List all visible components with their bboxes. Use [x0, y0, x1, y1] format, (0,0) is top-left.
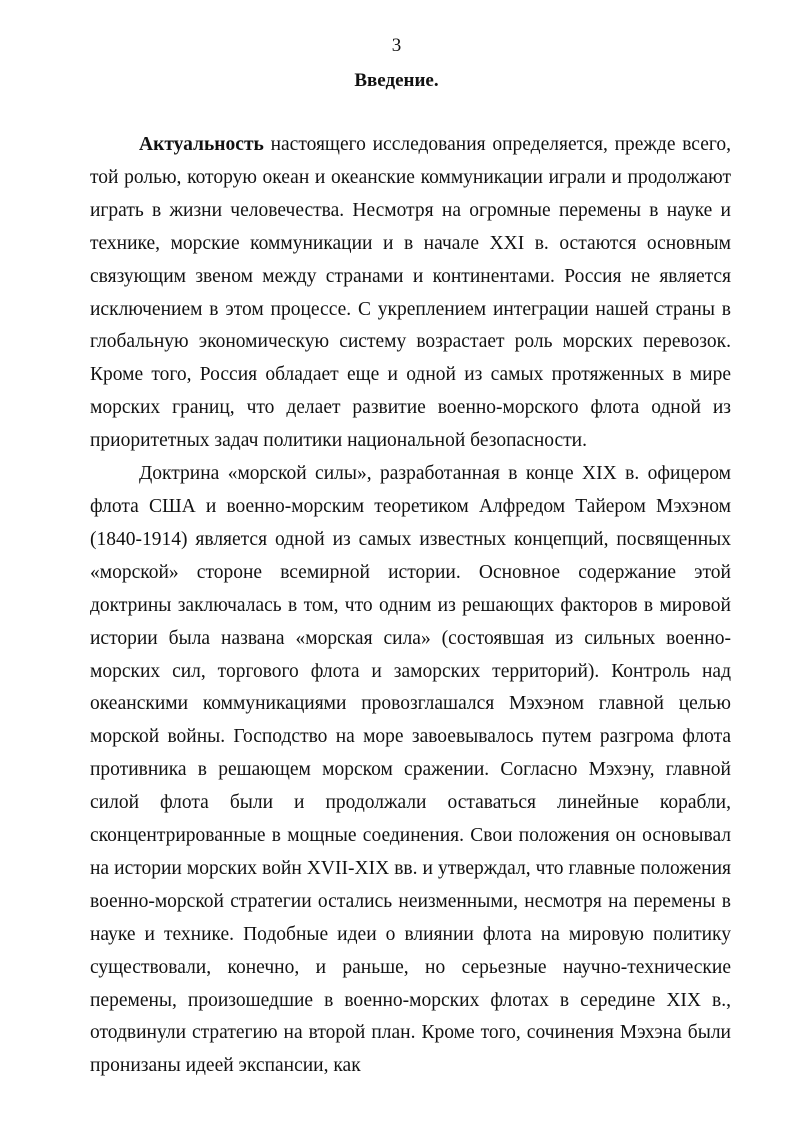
section-heading: Введение.: [354, 70, 439, 91]
body-text: [90, 129, 731, 1083]
paragraph-text: Доктрина «морской силы», разработанная в конце XIX в. офицером флота США и военно-морским теоретиком Алфредом Тайером Мэхэном (1840-1914) является одной из самых известных концепций, посвященных «морской» стороне всемирной истории. Основное содержание этой доктрины заключалась в том, что одним из решающих факторов в мировой истории была названа «морская сила» (состоявшая из сильных военно-морских сил, торгового флота и заморских территорий). Контроль над океанскими коммуникациями провозглашался Мэхэном главной целью морской войны. Господство на море завоевывалось путем разгрома флота противника в решающем морском сражении. Согласно Мэхэну, главной силой флота были и продолжали оставаться линейные корабли, сконцентрированные в мощные соединения. Свои положения он основывал на истории морских войн XVII-XIX вв. и утверждал, что главные положения военно-морской стратегии остались неизменными, несмотря на перемены в науке и технике. Подобные идеи о влиянии флота на мировую политику существовали, конечно, и раньше, но серьезные научно-технические перемены, произошедшие в военно-морских флотах в середине XIX в., отодвинули стратегию на второй план. Кроме того, сочинения Мэхэна были пронизаны идеей экспансии, как: [90, 463, 731, 1077]
page-number: 3: [391, 35, 402, 56]
paragraph-relevance: [90, 129, 731, 458]
lead-term: Актуальность: [139, 134, 264, 155]
paragraph-sea-power-doctrine: [90, 458, 731, 1083]
paragraph-text: настоящего исследования определяется, прежде всего, той ролью, которую океан и океанские коммуникации играли и продолжают играть в жизни человечества. Несмотря на огромные перемены в науке и технике, морские коммуникации и в начале XXI в. остаются основным связующим звеном между странами и континентами. Россия не является исключением в этом процессе. С укреплением интеграции нашей страны в глобальную экономическую систему возрастает роль морских перевозок. Кроме того, Россия обладает еще и одной из самых протяженных в мире морских границ, что делает развитие военно-морского флота одной из приоритетных задач политики национальной безопасности.: [90, 134, 731, 452]
